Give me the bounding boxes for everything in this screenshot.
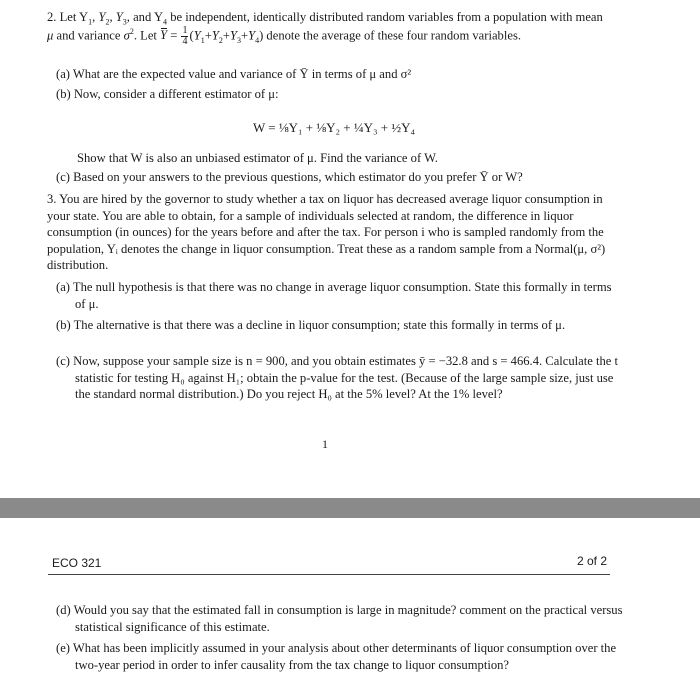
question-3d: (d) Would you say that the estimated fall in consumption is large in magnitude? comment on the practical versus statistical significance of this estimate. xyxy=(56,603,623,634)
question-2b: (b) Now, consider a different estimator of μ: xyxy=(56,87,279,101)
page-divider xyxy=(0,498,700,518)
question-2c: (c) Based on your answers to the previous questions, which estimator do you prefer Ȳ or W? xyxy=(56,170,523,184)
page-number: 1 xyxy=(322,437,328,451)
question-2a: (a) What are the expected value and variance of Ȳ in terms of μ and σ² xyxy=(56,67,412,81)
estimator-w-equation: W = ⅛Y₁ + ⅛Y₂ + ¼Y₃ + ½Y₄ xyxy=(253,120,416,135)
question-2-text: 2. Let $Y_1$, $Y_2$, $Y_3$, and $Y_4$ be independent, identically distributed random variables from a population with mean μ and variance $\sigma^2$. Let Y = $\frac{1}{4}$ $(Y_1+Y_2+Y_3+Y_4)$ denote the average of these four random variables. xyxy=(47,10,603,47)
question-3c: (c) Now, suppose your sample size is n = 900, and you obtain estimates ȳ = −32.8 and s = 466.4. Calculate the t statistic for testing H₀ against H₁; obtain the p-value for the test. (Because of the large sample size, just use the standard normal distribution.) Do you reject H₀ at the 5% level? At the 1% level? xyxy=(56,354,619,402)
question-3e: (e) What has been implicitly assumed in your analysis about other determinants of liquor consumption over the two-year period in order to infer causality from the tax change to liquor consumption? xyxy=(56,641,617,672)
question-3a: (a) The null hypothesis is that there was no change in average liquor consumption. State this formally in terms of μ. xyxy=(56,280,612,311)
exam-page-2 xyxy=(0,518,700,700)
page-indicator: 2 of 2 xyxy=(577,554,608,568)
course-code: ECO 321 xyxy=(52,556,102,570)
question-3-intro: 3. You are hired by the governor to study whether a tax on liquor has decreased average liquor consumption in your state. You are able to obtain, for a sample of individuals selected at random, the difference in liquor consumption (in ounces) for the years before and after the tax. For person i who is sampled randomly from the population, Yᵢ denotes the change in liquor consumption. Treat these as a random sample from a Normal(μ, σ²) distribution. xyxy=(47,192,606,273)
question-2b-instruction: Show that W is also an unbiased estimator of μ. Find the variance of W. xyxy=(77,151,438,165)
question-3b: (b) The alternative is that there was a decline in liquor consumption; state this formally in terms of μ. xyxy=(56,318,566,332)
header-rule xyxy=(48,574,610,575)
